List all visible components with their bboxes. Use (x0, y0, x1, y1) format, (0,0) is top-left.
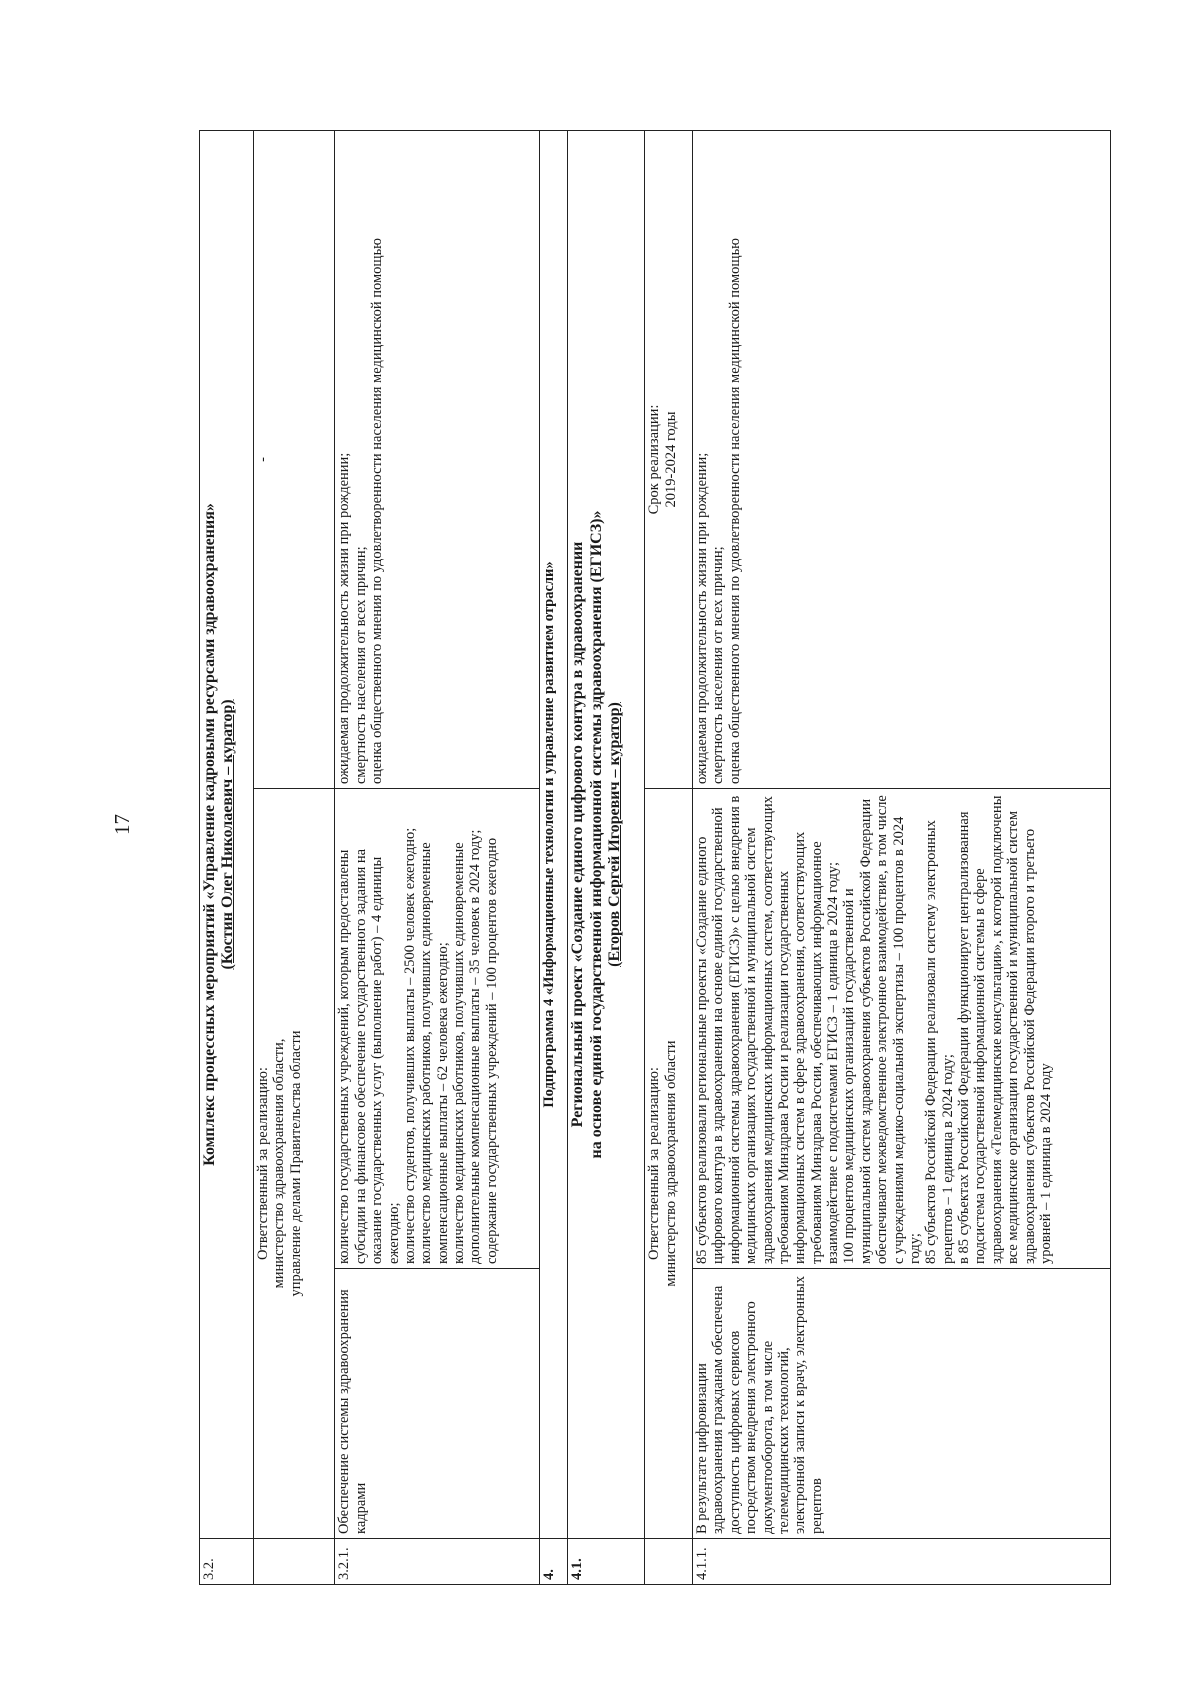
result-item: количество студентов, получивших выплаты – 2500 человек ежегодно; (401, 827, 418, 1264)
indicator-item: ожидаемая продолжительность жизни при рождении; (336, 452, 353, 784)
indicator-item: смертность населения от всех причин; (710, 546, 727, 784)
page-number: 17 (110, 814, 134, 835)
section-4-1-title-line2: на основе единой государственной информационной системы здравоохранения (ЕГИСЗ)» (587, 510, 605, 1159)
section-4-row (539, 130, 568, 1584)
section-3-2-title-line1: Комплекс процессных мероприятий «Управление кадровыми ресурсами здравоохранения» (201, 503, 218, 1166)
result-item: 100 процентов медицинских организаций государственной и муниципальной систем здравоохранения субъектов Российской Федерации обеспечивают межведомственное электронное взаимодействие, в том числе с учреждениями медико-социальной экспертизы – 100 процентов в 2024 году; (841, 795, 923, 1264)
result-item: количество медицинских работников, получивших единовременные компенсационные выплаты – 62 человека ежегодно; (418, 842, 451, 1264)
section-4-title: Подпрограмма 4 «Информационные технологии и управление развитием отрасли» (539, 130, 568, 1538)
section-3-2-responsible (253, 789, 334, 1539)
section-3-2-title (200, 130, 254, 1538)
responsible-office: управление делами Правительства области (287, 1030, 304, 1297)
section-3-2-header-row (200, 130, 254, 1584)
rotated-table-wrapper (199, 131, 1111, 1585)
section-4-1-number: 4.1. (568, 1539, 645, 1585)
section-3-2-curator: (Костин Олег Николаевич – куратор) (219, 699, 237, 970)
row-3-2-1 (335, 130, 539, 1584)
result-item: 85 субъектов реализовали региональные проекты «Создание единого цифрового контура в здравоохранении на основе единой государственной информационной системы здравоохранения (ЕГИСЗ)» с целью внедрения в медицинских организациях государственной и муниципальной систем здравоохранения медицинских информационных систем, соответствующих требованиям Минздрава России и реализации государственных информационных систем в сфере здравоохранения, соответствующих требованиям Минздрава России, обеспечивающих информационное взаимодействие с подсистемами ЕГИСЗ – 1 единица в 2024 году; (694, 795, 842, 1264)
section-3-2-number: 3.2. (200, 1539, 254, 1585)
responsible-ministry: министерство здравоохранения области (662, 1040, 679, 1287)
section-3-2-dash: - (253, 130, 334, 788)
result-item: в 85 субъектах Российской Федерации функционирует централизованная подсистема государственной информационной системы в сфере здравоохранения «Телемедицинские консультации», к которой подключены все медицинские организации государственной и муниципальной систем здравоохранения субъектов Российской Федерации второго и третьего уровней – 1 единица в 2024 году (956, 795, 1054, 1264)
row-3-2-1-indicators (335, 130, 539, 788)
indicator-item: ожидаемая продолжительность жизни при рождении; (694, 452, 711, 784)
section-4-number: 4. (539, 1539, 568, 1585)
row-3-2-1-results (335, 789, 539, 1269)
row-3-2-1-task: Обеспечение системы здравоохранения кадрами (335, 1269, 539, 1539)
row-4-1-1-indicators (693, 130, 1111, 788)
result-item: содержание государственных учреждений – 100 процентов ежегодно (483, 837, 500, 1264)
result-item: количество медицинских работников, получивших единовременные дополнительные компенсационные выплаты – 35 человек в 2024 году; (451, 829, 484, 1264)
result-item: 85 субъектов Российской Федерации реализовали систему электронных рецептов – 1 единица в 2024 году; (923, 820, 956, 1264)
period-label: Срок реализации: (646, 404, 663, 515)
period-value: 2019-2024 годы (662, 411, 679, 508)
responsible-ministry: министерство здравоохранения области, (271, 1038, 288, 1289)
section-4-1-responsible-row (645, 130, 693, 1584)
row-3-2-1-number: 3.2.1. (335, 1539, 539, 1585)
result-item: количество государственных учреждений, которым предоставлены субсидии на финансовое обеспечение государственного задания на оказание государственных услуг (выполнение работ) – 4 единицы ежегодно; (336, 848, 402, 1264)
indicator-item: оценка общественного мнения по удовлетворенности населения медицинской помощью (369, 237, 386, 784)
section-4-1-responsible (645, 789, 693, 1539)
section-4-1-curator: (Егоров Сергей Игоревич – куратор) (605, 702, 623, 967)
indicator-item: оценка общественного мнения по удовлетворенности населения медицинской помощью (726, 237, 743, 784)
section-4-1-period (645, 130, 693, 788)
section-4-1-header-row (568, 130, 645, 1584)
indicator-item: смертность населения от всех причин; (352, 546, 369, 784)
section-4-1-title (568, 130, 645, 1538)
row-4-1-1-results (693, 789, 1111, 1269)
responsible-label: Ответственный за реализацию: (254, 1067, 271, 1260)
responsible-label: Ответственный за реализацию: (646, 1067, 663, 1260)
section-4-1-title-line1: Региональный проект «Создание единого цифрового контура в здравоохранении (569, 541, 587, 1128)
row-4-1-1 (693, 130, 1111, 1584)
section-3-2-responsible-row (253, 130, 334, 1584)
program-table (199, 130, 1111, 1585)
row-4-1-1-number: 4.1.1. (693, 1539, 1111, 1585)
row-4-1-1-task: В результате цифровизации здравоохранения гражданам обеспечена доступность цифровых сервисов посредством внедрения электронного документооборота, в том числе телемедицинских технологий, электронной записи к врачу, электронных рецептов (693, 1269, 1111, 1539)
